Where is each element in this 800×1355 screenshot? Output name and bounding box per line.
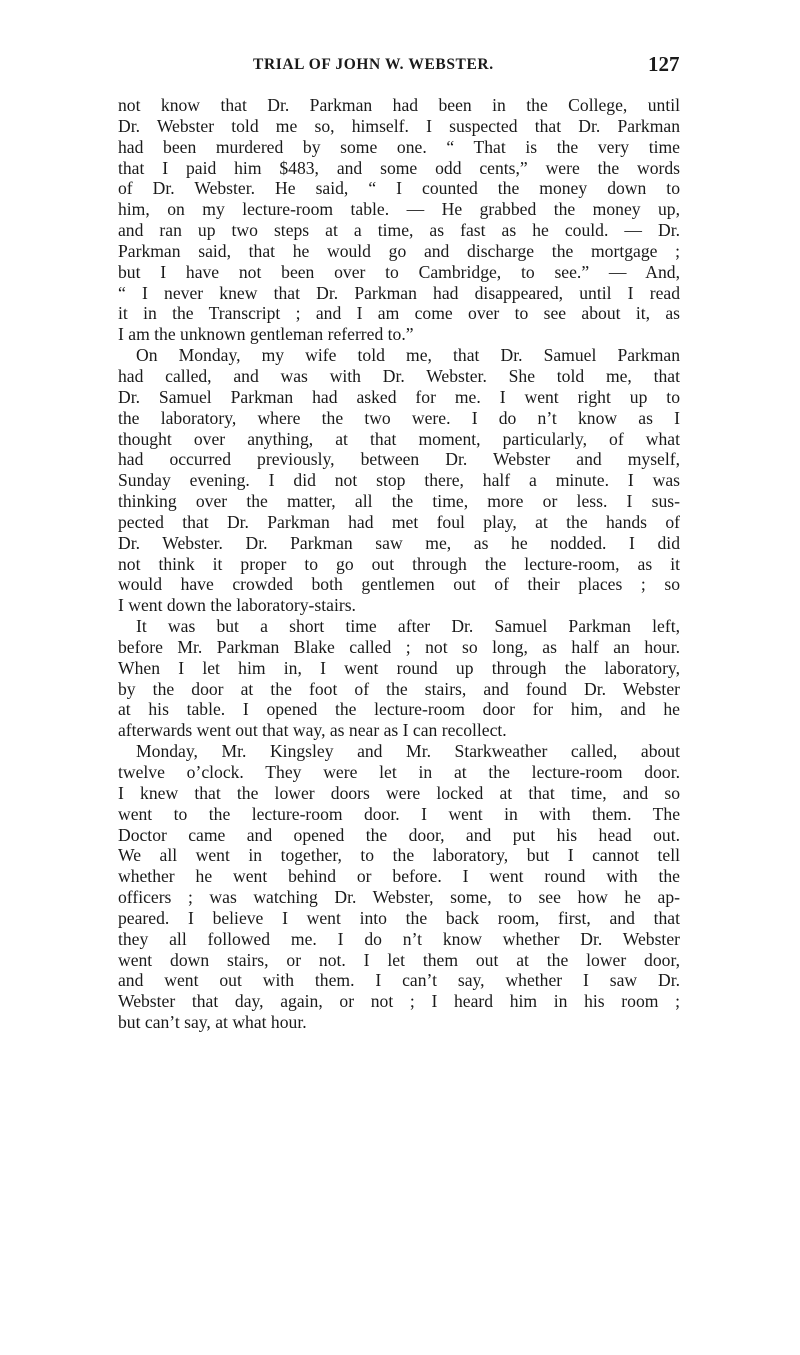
text-line: had been murdered by some one. “ That is the very time: [118, 136, 680, 157]
text-line: We all went in together, to the laboratory, but I cannot tell: [118, 845, 680, 866]
text-line: at his table. I opened the lecture-room door for him, and he: [118, 699, 680, 720]
text-line: officers ; was watching Dr. Webster, some, to see how he ap-: [118, 887, 680, 908]
text-line: Dr. Webster. Dr. Parkman saw me, as he nodded. I did: [118, 532, 680, 553]
text-line: him, on my lecture-room table. — He grabbed the money up,: [118, 199, 680, 220]
text-line: Parkman said, that he would go and discharge the mortgage ;: [118, 240, 680, 261]
text-line: before Mr. Parkman Blake called ; not so long, as half an hour.: [118, 636, 680, 657]
text-line: not think it proper to go out through the lecture-room, as it: [118, 553, 680, 574]
text-line: I knew that the lower doors were locked at that time, and so: [118, 782, 680, 803]
text-line: thought over anything, at that moment, particularly, of what: [118, 428, 680, 449]
text-line: peared. I believe I went into the back room, first, and that: [118, 907, 680, 928]
text-line: “ I never knew that Dr. Parkman had disappeared, until I read: [118, 282, 680, 303]
text-line: by the door at the foot of the stairs, and found Dr. Webster: [118, 678, 680, 699]
text-line: I am the unknown gentleman referred to.”: [118, 324, 414, 345]
text-line: Dr. Samuel Parkman had asked for me. I went right up to: [118, 386, 680, 407]
text-line: When I let him in, I went round up through the laboratory,: [118, 657, 680, 678]
text-line: not know that Dr. Parkman had been in the College, until: [118, 95, 680, 115]
text-line: would have crowded both gentlemen out of their places ; so: [118, 574, 680, 595]
text-line: Sunday evening. I did not stop there, half a minute. I was: [118, 470, 680, 491]
text-line: but I have not been over to Cambridge, to see.” — And,: [118, 261, 680, 282]
text-line: whether he went behind or before. I went round with the: [118, 866, 680, 887]
text-line: Webster that day, again, or not ; I heard him in his room ;: [118, 991, 680, 1012]
text-line: Dr. Webster told me so, himself. I suspected that Dr. Parkman: [118, 115, 680, 136]
page-number: 127: [648, 52, 680, 76]
text-line: I went down the laboratory-stairs.: [118, 595, 356, 616]
text-line: twelve o’clock. They were let in at the lecture-room door.: [118, 762, 680, 782]
text-line: and went out with them. I can’t say, whether I saw Dr.: [118, 970, 680, 991]
text-line: pected that Dr. Parkman had met foul play, at the hands of: [118, 511, 680, 532]
text-line: went down stairs, or not. I let them out at the lower door,: [118, 949, 680, 970]
text-line: afterwards went out that way, as near as I can recollect.: [118, 720, 507, 741]
running-title: TRIAL OF JOHN W. WEBSTER.: [253, 56, 494, 73]
text-line: and ran up two steps at a time, as fast as he could. — Dr.: [118, 220, 680, 241]
text-line: On Monday, my wife told me, that Dr. Samuel Parkman: [136, 345, 680, 366]
text-line: of Dr. Webster. He said, “ I counted the money down to: [118, 178, 680, 199]
text-line: Monday, Mr. Kingsley and Mr. Starkweather called, about: [136, 741, 680, 762]
text-line: Doctor came and opened the door, and put his head out.: [118, 824, 680, 845]
text-line: but can’t say, at what hour.: [118, 1012, 307, 1033]
text-line: had occurred previously, between Dr. Webster and myself,: [118, 449, 680, 470]
text-line: they all followed me. I do n’t know whether Dr. Webster: [118, 928, 680, 949]
body-text: [118, 95, 680, 1033]
text-line: it in the Transcript ; and I am come over to see about it, as: [118, 303, 680, 324]
text-line: went to the lecture-room door. I went in with them. The: [118, 803, 680, 824]
text-line: had called, and was with Dr. Webster. She told me, that: [118, 365, 680, 386]
text-line: thinking over the matter, all the time, more or less. I sus-: [118, 491, 680, 512]
text-line: that I paid him $483, and some odd cents,” were the words: [118, 157, 680, 178]
text-line: the laboratory, where the two were. I do n’t know as I: [118, 407, 680, 428]
text-line: It was but a short time after Dr. Samuel Parkman left,: [136, 616, 680, 637]
